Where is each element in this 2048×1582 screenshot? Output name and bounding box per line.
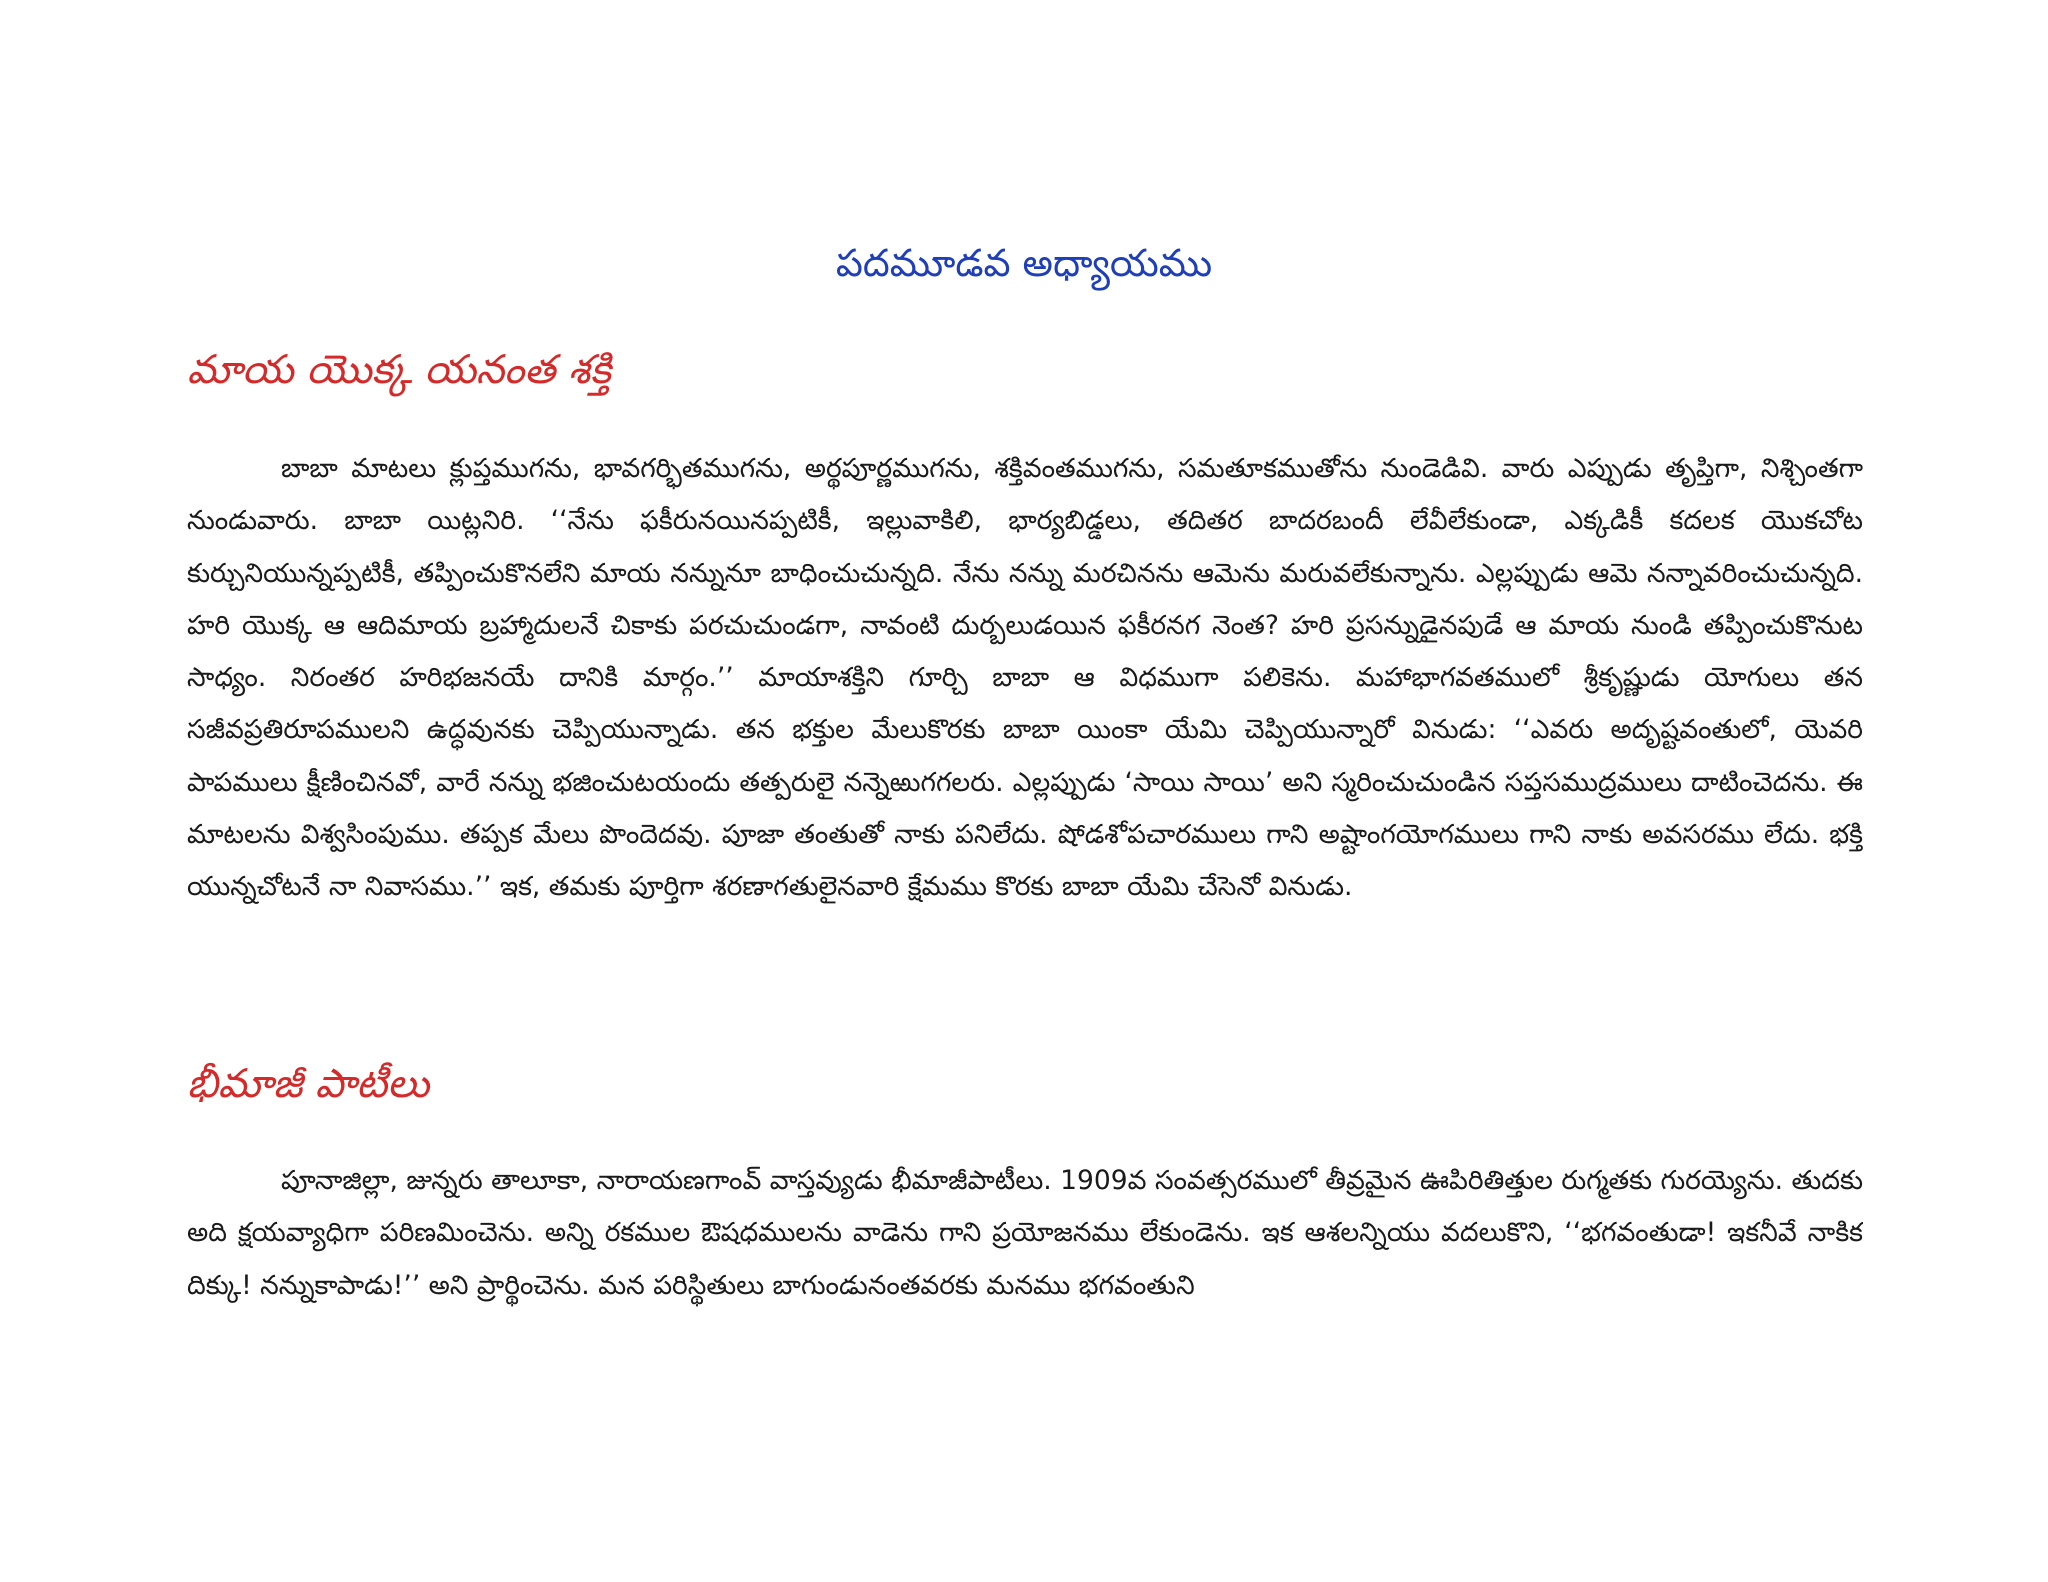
- body-paragraph-maya: బాబా మాటలు క్లుప్తముగను, భావగర్భితముగను, అర్థపూర్ణముగను, శక్తివంతముగను, సమతూకముతోను నుండెడివి. వారు ఎప్పుడు తృప్తిగా, నిశ్చింతగా నుండువారు. బాబా యిట్లనిరి. ‘‘నేను ఫకీరునయినప్పటికీ, ఇల్లువాకిలి, భార్యబిడ్డలు, తదితర బాదరబందీ లేవీలేకుండా, ఎక్కడికీ కదలక యొకచోట కుర్చునియున్నప్పటికీ, తప్పించుకొనలేని మాయ నన్నునూ బాధించుచున్నది. నేను నన్ను మరచినను ఆమెను మరువలేకున్నాను. ఎల్లప్పుడు ఆమె నన్నావరించుచున్నది. హరి యొక్క ఆ ఆదిమాయ బ్రహ్మాదులనే చికాకు పరచుచుండగా, నావంటి దుర్బలుడయిన ఫకీరనగ నెంత? హరి ప్రసన్నుడైనపుడే ఆ మాయ నుండి తప్పించుకొనుట సాధ్యం. నిరంతర హరిభజనయే దానికి మార్గం.’’ మాయాశక్తిని గూర్చి బాబా ఆ విధముగా పలికెను. మహాభాగవతములో శ్రీకృష్ణుడు యోగులు తన సజీవప్రతిరూపములని ఉద్ధవునకు చెప్పియున్నాడు. తన భక్తుల మేలుకొరకు బాబా యింకా యేమి చెప్పియున్నారో వినుడు: ‘‘ఎవరు అదృష్టవంతులో, యెవరి పాపములు క్షీణించినవో, వారే నన్ను భజించుటయందు తత్పరులై నన్నెఱుగగలరు. ఎల్లప్పుడు ‘సాయి సాయి’ అని స్మరించుచుండిన సప్తసముద్రములు దాటించెదను. ఈ మాటలను విశ్వసింపుము. తప్పక మేలు పొందెదవు. పూజా తంతుతో నాకు పనిలేదు. షోడశోపచారములు గాని అష్టాంగయోగములు గాని నాకు అవసరము లేదు. భక్తి యున్నచోటనే నా నివాసము.’’ ఇక, తమకు పూర్తిగా శరణాగతులైనవారి క్షేమము కొరకు బాబా యేమి చేసెనో వినుడు.: [187, 453, 1863, 903]
- section-heading-maya: మాయ యొక్క యనంత శక్తి: [187, 347, 612, 393]
- section-heading-bhimaji: భీమాజీ పాటీలు: [187, 1061, 430, 1107]
- body-paragraph-bhimaji: పూనాజిల్లా, జున్నరు తాలూకా, నారాయణగాంవ్ వాస్తవ్యుడు భీమాజీపాటీలు. 1909వ సంవత్సరములో తీవ్రమైన ఊపిరితిత్తుల రుగ్మతకు గురయ్యెను. తుదకు అది క్షయవ్యాధిగా పరిణమించెను. అన్ని రకముల ఔషధములను వాడెను గాని ప్రయోజనము లేకుండెను. ఇక ఆశలన్నియు వదలుకొని, ‘‘భగవంతుడా! ఇకనీవే నాకిక దిక్కు! నన్నుకాపాడు!’’ అని ప్రార్థించెను. మన పరిస్థితులు బాగుండునంతవరకు మనము భగవంతుని: [187, 1165, 1863, 1301]
- chapter-title: పదమూడవ అధ్యాయము: [835, 241, 1213, 285]
